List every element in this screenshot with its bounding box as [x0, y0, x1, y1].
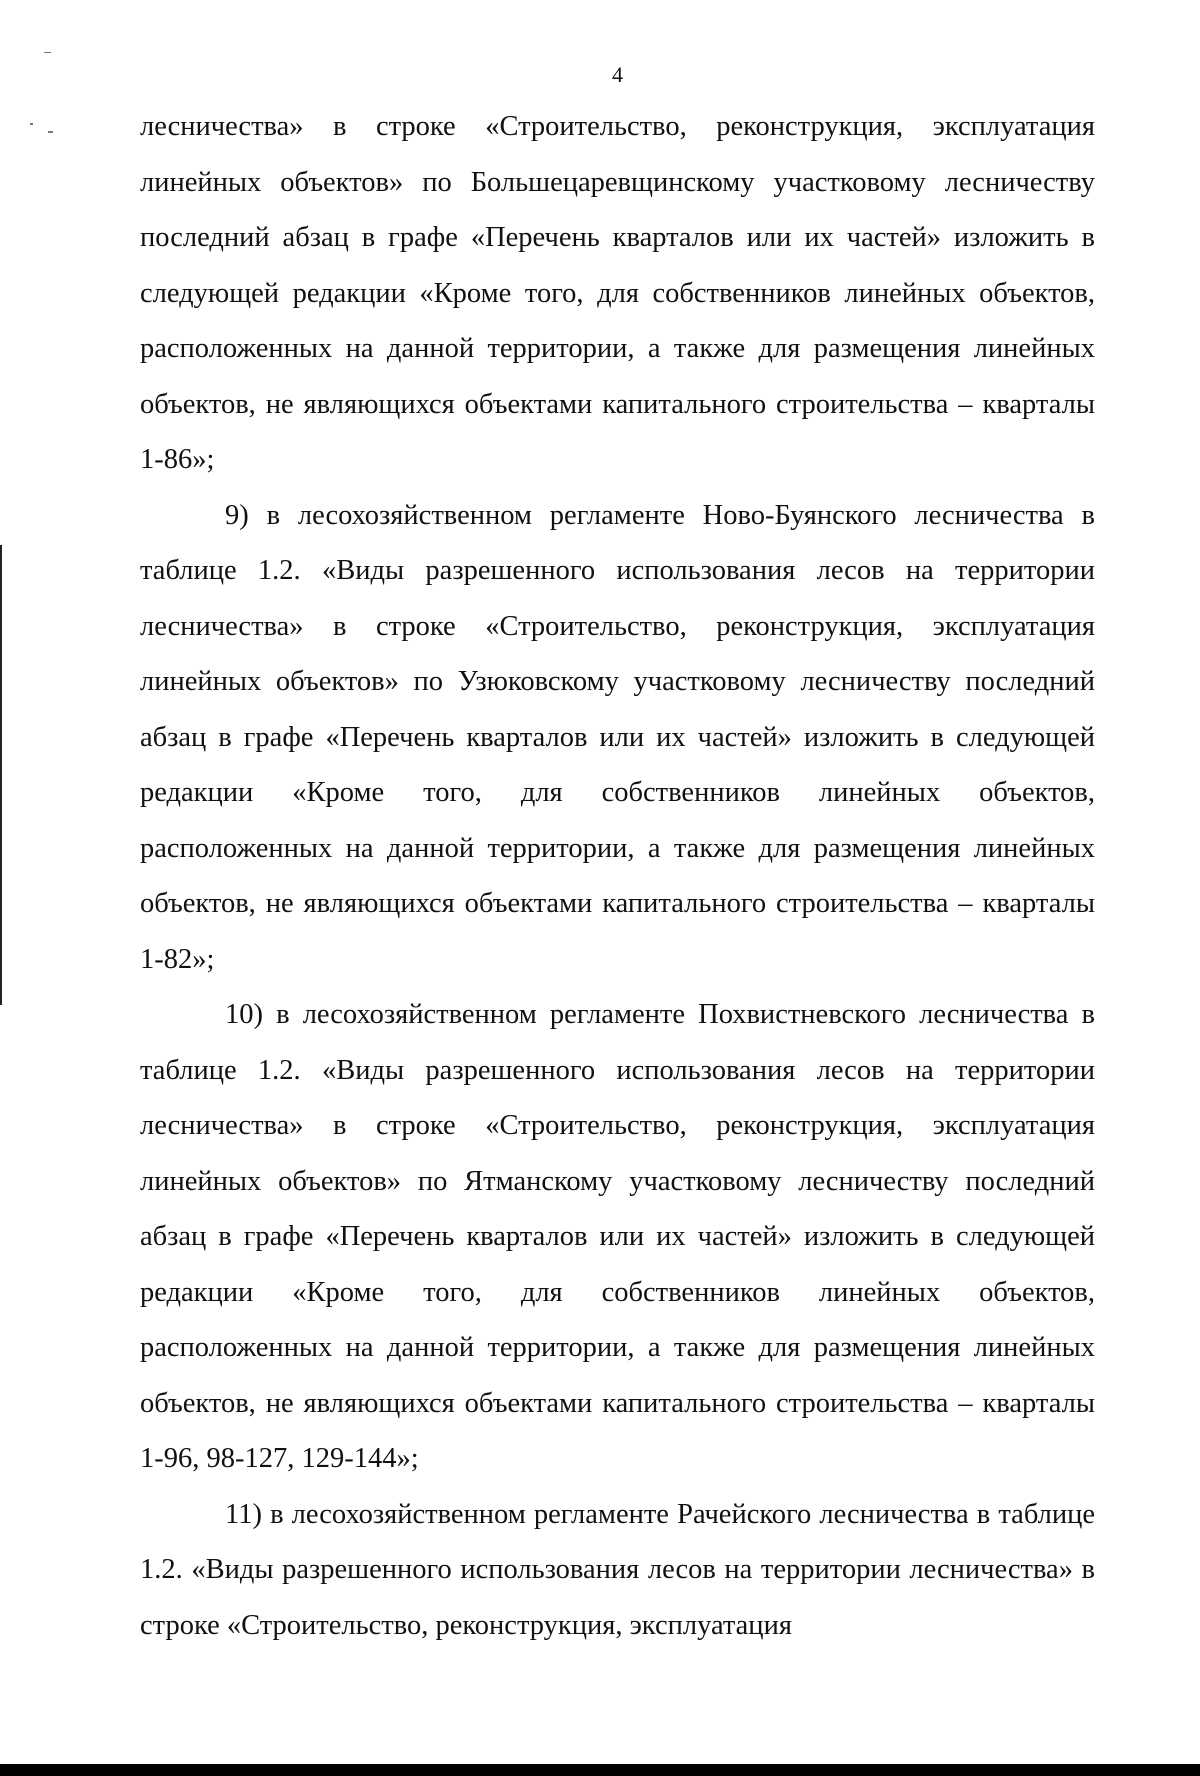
- paragraph-item-9: 9) в лесохозяйственном регламенте Ново-Буянского лесничества в таблице 1.2. «Виды разрешенного использования лесов на территории лесничества» в строке «Строительство, реконструкция, эксплуатация линейных объектов» по Узюковскому участковому лесничеству последний абзац в графе «Перечень кварталов или их частей» изложить в следующей редакции «Кроме того, для собственников линейных объектов, расположенных на данной территории, а также для размещения линейных объектов, не являющихся объектами капитального строительства – кварталы 1-82»;: [140, 499, 1095, 975]
- document-body: [140, 99, 1095, 1653]
- paragraph-item-11: 11) в лесохозяйственном регламенте Рачейского лесничества в таблице 1.2. «Виды разрешенного использования лесов на территории лесничества» в строке «Строительство, реконструкция, эксплуатация: [140, 1498, 1095, 1641]
- scan-mark: [44, 52, 51, 53]
- page-number: 4: [612, 62, 623, 87]
- scan-bottom-border: [0, 1764, 1200, 1776]
- scan-mark: [30, 123, 33, 125]
- scan-mark: [48, 131, 53, 133]
- paragraph-continuation: лесничества» в строке «Строительство, реконструкция, эксплуатация линейных объектов» по Большецаревщинскому участковому лесничеству последний абзац в графе «Перечень кварталов или их частей» изложить в следующей редакции «Кроме того, для собственников линейных объектов, расположенных на данной территории, а также для размещения линейных объектов, не являющихся объектами капитального строительства – кварталы 1-86»;: [140, 111, 1095, 475]
- scan-edge-line: [0, 545, 2, 1005]
- paragraph-item-10: 10) в лесохозяйственном регламенте Похвистневского лесничества в таблице 1.2. «Виды разрешенного использования лесов на территории лесничества» в строке «Строительство, реконструкция, эксплуатация линейных объектов» по Ятманскому участковому лесничеству последний абзац в графе «Перечень кварталов или их частей» изложить в следующей редакции «Кроме того, для собственников линейных объектов, расположенных на данной территории, а также для размещения линейных объектов, не являющихся объектами капитального строительства – кварталы 1-96, 98-127, 129-144»;: [140, 999, 1095, 1474]
